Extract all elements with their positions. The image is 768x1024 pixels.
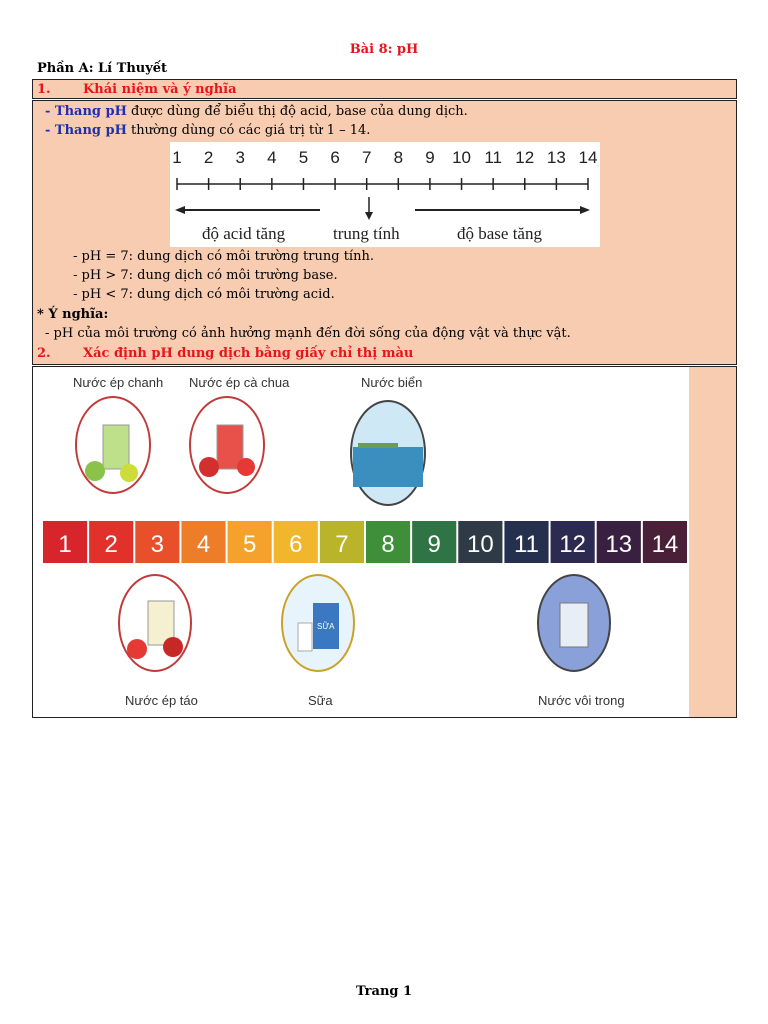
scale-number: 2 xyxy=(203,148,214,167)
bullet-acid: - pH < 7: dung dịch có môi trường acid. xyxy=(73,287,335,302)
base-label: độ base tăng xyxy=(457,224,542,243)
scale-number: 12 xyxy=(515,148,535,167)
milk-carton-text: SỮA xyxy=(317,622,335,631)
ph-color-value: 9 xyxy=(427,531,441,558)
sea-water-icon xyxy=(351,401,425,505)
ph-color-value: 1 xyxy=(58,531,72,558)
scale-number: 4 xyxy=(267,148,277,167)
meaning-text: - pH của môi trường có ảnh hưởng mạnh đến đời sống của động vật và thực vật. xyxy=(45,326,571,341)
definition-text-1: được dùng để biểu thị độ acid, base của dung dịch. xyxy=(126,104,468,119)
scale-number: 1 xyxy=(172,148,182,167)
picture-side-strip xyxy=(689,367,736,717)
label-lemon-juice: Nước ép chanh xyxy=(73,375,164,390)
section-1-header xyxy=(32,79,737,99)
scale-number: 5 xyxy=(298,148,309,167)
thang-ph-label-2: - Thang pH xyxy=(45,123,127,138)
scale-number: 10 xyxy=(452,148,471,167)
lemon-juice-icon xyxy=(76,397,150,493)
section-2-header xyxy=(33,345,736,365)
scale-number: 6 xyxy=(330,148,340,167)
part-heading: Phần A: Lí Thuyết xyxy=(37,61,168,76)
section-1-content xyxy=(32,100,737,365)
label-milk: Sữa xyxy=(308,693,333,708)
definition-line-1 xyxy=(45,104,468,119)
thang-ph-label-1: - Thang pH xyxy=(45,104,127,119)
ph-color-bar xyxy=(42,519,688,565)
meaning-title: * Ý nghĩa: xyxy=(37,307,109,322)
section-2-title: Xác định pH dung dịch bằng giấy chỉ thị màu xyxy=(83,346,414,361)
lime-water-icon xyxy=(538,575,610,671)
definition-text-2: thường dùng có các giá trị từ 1 – 14. xyxy=(126,123,371,138)
ph-color-value: 10 xyxy=(467,531,494,558)
ph-scale-diagram xyxy=(170,142,600,247)
scale-number: 13 xyxy=(546,148,566,167)
section-1-number: 1. xyxy=(37,82,51,97)
ph-color-value: 4 xyxy=(196,531,211,558)
ph-indicator-picture xyxy=(32,366,737,718)
label-sea-water: Nước biển xyxy=(361,375,423,390)
section-2-number: 2. xyxy=(37,346,51,361)
ph-color-value: 12 xyxy=(559,531,586,558)
ph-color-value: 2 xyxy=(104,531,118,558)
scale-number: 8 xyxy=(393,148,404,167)
scale-number: 7 xyxy=(361,148,372,167)
tomato-juice-icon xyxy=(190,397,264,493)
ph-color-value: 13 xyxy=(605,531,633,558)
bullet-neutral: - pH = 7: dung dịch có môi trường trung tính. xyxy=(73,249,374,264)
ph-color-value: 3 xyxy=(150,531,165,558)
ph-color-value: 6 xyxy=(289,531,303,558)
page-footer: Trang 1 xyxy=(355,984,413,999)
section-1-title: Khái niệm và ý nghĩa xyxy=(83,82,237,97)
bullet-base: - pH > 7: dung dịch có môi trường base. xyxy=(73,268,338,283)
scale-number: 11 xyxy=(484,148,502,167)
label-apple-juice: Nước ép táo xyxy=(125,693,198,708)
acid-label: độ acid tăng xyxy=(202,224,286,243)
ph-color-value: 14 xyxy=(651,531,679,558)
ph-color-value: 11 xyxy=(514,531,539,558)
milk-icon xyxy=(282,575,354,671)
scale-number: 3 xyxy=(235,148,245,167)
ph-color-value: 5 xyxy=(242,531,257,558)
definition-line-2 xyxy=(45,123,370,138)
scale-number: 14 xyxy=(578,148,598,167)
apple-juice-icon xyxy=(119,575,191,671)
ph-color-value: 8 xyxy=(381,531,395,558)
ph-color-value: 7 xyxy=(335,531,349,558)
label-lime-water: Nước vôi trong xyxy=(538,693,625,708)
scale-number: 9 xyxy=(425,148,435,167)
label-tomato-juice: Nước ép cà chua xyxy=(189,375,290,390)
page-title: Bài 8: pH xyxy=(349,42,419,57)
neutral-label: trung tính xyxy=(333,224,400,243)
